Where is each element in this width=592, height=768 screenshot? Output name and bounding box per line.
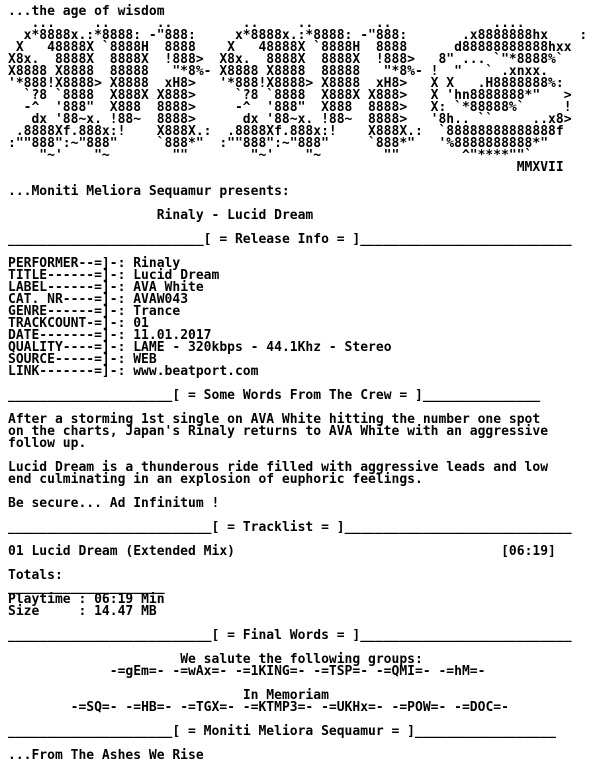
rule-left: __________________________ xyxy=(8,520,212,535)
salute-heading-text: We salute the following groups: xyxy=(180,652,423,667)
salute-groups-pad xyxy=(8,664,110,679)
logo-line: X8x. 8888X 8888X !888> X8x. 8888X 8888X !888> 8" ... `"*8888%` xyxy=(8,52,564,67)
info-label: SOURCE-----=]-: xyxy=(8,352,126,367)
track-duration: [06:19] xyxy=(501,544,556,559)
crew-text-line: on the charts, Japan's Rinaly returns to AVA White with an aggressive xyxy=(8,424,549,439)
section-title: [ = Some Words From The Crew = ] xyxy=(172,388,423,403)
logo-line: "~' "~ "" "~' "~ "" ^"****""` xyxy=(8,148,533,163)
presents-line: ...Moniti Meliora Sequamur presents: xyxy=(8,184,290,199)
crew-text-line: follow up. xyxy=(8,436,87,451)
info-label: LABEL------=]-: xyxy=(8,280,126,295)
crew-text-line: Be secure... Ad Infinitum ! xyxy=(8,496,220,511)
section-title: [ = Final Words = ] xyxy=(211,628,361,643)
crew-text-line: Lucid Dream is a thunderous ride filled with aggressive leads and low xyxy=(8,460,549,475)
memoriam-heading-text: In Memoriam xyxy=(242,688,329,703)
section-header-footer xyxy=(8,726,592,738)
outro-line: ...From The Ashes We Rise xyxy=(8,748,204,763)
crew-text-line: end culminating in an explosion of euphoric feelings. xyxy=(8,472,423,487)
memoriam-groups-text: -=SQ=- -=HB=- -=TGX=- -=KTMP3=- -=UKHx=- -=POW=- -=DOC=- xyxy=(70,700,509,715)
info-label: DATE-------=]-: xyxy=(8,328,126,343)
rule-right: ___________________________ xyxy=(360,232,572,247)
logo-line: -^ '888" X888 8888> -^ '888" X888 8888> X: `*88888%` ! xyxy=(8,100,572,115)
rule-left: _________________________ xyxy=(8,232,204,247)
rule-right: ___________________________ xyxy=(360,628,572,643)
info-label: CAT. NR----=]-: xyxy=(8,292,126,307)
info-value: 01 xyxy=(133,316,149,331)
salute-groups-text: -=gEm=- -=wAx=- -=1KING=- -=TSP=- -=QMI=- -=hM=- xyxy=(109,664,486,679)
logo-line: X8888 X8888 88888 "*8%- X8888 X8888 88888 "*8%- ! " ` .xnxx. xyxy=(8,64,549,79)
memoriam-groups xyxy=(8,702,592,714)
rule-left: __________________________ xyxy=(8,628,212,643)
track-row xyxy=(8,546,592,558)
info-label: LINK-------=]-: xyxy=(8,364,126,379)
release-title xyxy=(8,210,592,222)
release-title-text: Rinaly - Lucid Dream xyxy=(156,208,314,223)
logo-line: :""888":~"888" `888*" :""888":~"888" `888*" '%8888888888*" xyxy=(8,136,549,151)
info-value: 11.01.2017 xyxy=(133,328,212,343)
track-pad xyxy=(235,544,501,559)
intro-line: ...the age of wisdom xyxy=(8,4,165,19)
logo-line: .8888Xf.888x:! X888X.: .8888Xf.888x:! X888X.: `88888888888888f xyxy=(8,124,564,139)
info-value: AVA White xyxy=(133,280,204,295)
totals-rule: ____________________ xyxy=(8,580,165,595)
totals-label: Playtime : xyxy=(8,592,87,607)
release-title-pad xyxy=(8,208,157,223)
info-row-link xyxy=(8,366,592,378)
nfo-text xyxy=(8,6,592,762)
logo-line: `?8 `8888 X888X X888> `?8 `8888 X888X X888> X 'hn8888888*" > xyxy=(8,88,572,103)
logo-line: '*888!X8888> X8888 xH8> '*888!X8888> X8888 xH8> X X .H8888888%: xyxy=(8,76,564,91)
rule-right: _______________ xyxy=(422,388,541,403)
rule-right: __________________ xyxy=(415,724,556,739)
section-header-final xyxy=(8,630,592,642)
info-value: Rinaly xyxy=(133,256,181,271)
totals-label: Size : xyxy=(8,604,87,619)
info-value: Trance xyxy=(133,304,181,319)
totals-size xyxy=(8,606,592,618)
crew-text-line: After a storming 1st single on AVA White hitting the number one spot xyxy=(8,412,541,427)
track-name: 01 Lucid Dream (Extended Mix) xyxy=(8,544,235,559)
section-title: [ = Release Info = ] xyxy=(203,232,361,247)
info-label: TITLE------=]-: xyxy=(8,268,126,283)
logo-line: x*8888x.:*8888: -"888: x*8888x.:*8888: -"888: .x8888888hx : xyxy=(8,28,588,43)
info-value: www.beatport.com xyxy=(133,364,259,379)
salute-groups xyxy=(8,666,592,678)
section-header-crew xyxy=(8,390,592,402)
nfo-document xyxy=(8,6,592,762)
rule-left: _____________________ xyxy=(8,724,173,739)
logo-year-line: MMXVII xyxy=(8,160,564,175)
section-title: [ = Tracklist = ] xyxy=(211,520,345,535)
info-label: PERFORMER--=]-: xyxy=(8,256,126,271)
logo-line: ... .. .. .. .. .. .... xyxy=(8,16,525,31)
info-label: QUALITY----=]-: xyxy=(8,340,126,355)
info-value: AVAW043 xyxy=(133,292,189,307)
info-label: GENRE------=]-: xyxy=(8,304,126,319)
logo-line: X 48888X `8888H 8888 X 48888X `8888H 8888 d88888888888hxx xyxy=(8,40,572,55)
logo-line: dx '88~x. !88~ 8888> dx '88~x. !88~ 8888> '8h.. `` ..x8> xyxy=(8,112,572,127)
rule-right: _____________________________ xyxy=(344,520,572,535)
section-header-release-info xyxy=(8,234,592,246)
totals-heading: Totals: xyxy=(8,568,63,583)
section-header-tracklist xyxy=(8,522,592,534)
info-value: LAME - 320kbps - 44.1Khz - Stereo xyxy=(133,340,392,355)
totals-value: 14.47 MB xyxy=(94,604,157,619)
rule-left: _____________________ xyxy=(8,388,173,403)
info-value: WEB xyxy=(133,352,157,367)
memoriam-groups-pad xyxy=(8,700,71,715)
blank-line xyxy=(8,558,592,570)
totals-value: 06:19 Min xyxy=(94,592,165,607)
section-title: [ = Moniti Meliora Sequamur = ] xyxy=(172,724,416,739)
info-label: TRACKCOUNT-=]-: xyxy=(8,316,126,331)
info-value: Lucid Dream xyxy=(133,268,220,283)
